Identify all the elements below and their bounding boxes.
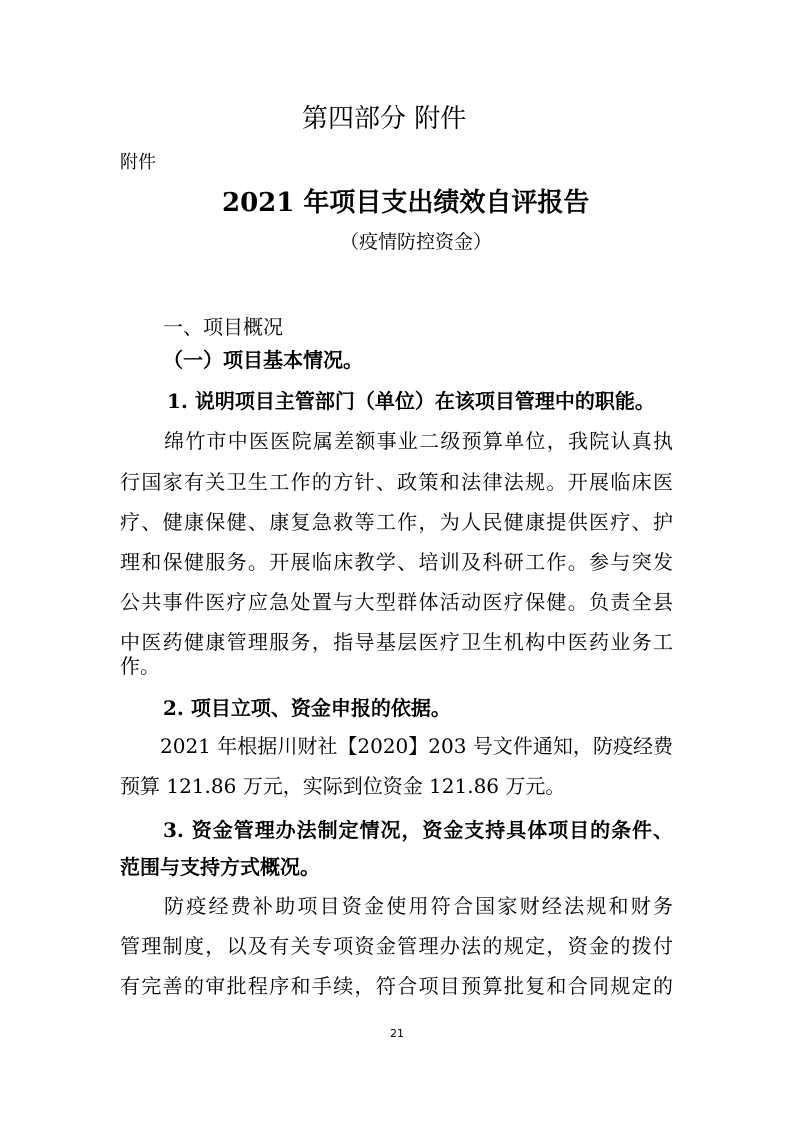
section-heading: 一、项目概况 (163, 315, 283, 339)
report-title: 2021 年项目支出绩效自评报告 (222, 188, 590, 218)
subsection-heading: （一）项目基本情况。 (163, 348, 363, 372)
item-heading: 2. 项目立项、资金申报的依据。 (163, 696, 451, 720)
body-line: 作。 (120, 654, 160, 678)
body-line: 疗、健康保健、康复急救等工作，为人民健康提供医疗、护 (120, 510, 673, 534)
item-heading: 范围与支持方式概况。 (120, 855, 320, 879)
item-heading: 3. 资金管理办法制定情况，资金支持具体项目的条件、 (163, 818, 673, 842)
part-heading: 第四部分 附件 (302, 104, 467, 134)
page-number: 21 (390, 1027, 404, 1040)
body-line: 理和保健服务。开展临床教学、培训及科研工作。参与突发 (120, 550, 673, 574)
body-line: 管理制度，以及有关专项资金管理办法的规定，资金的拨付 (120, 934, 673, 958)
body-line: 预算 121.86 万元，实际到位资金 121.86 万元。 (120, 774, 566, 798)
body-line: 公共事件医疗应急处置与大型群体活动医疗保健。负责全县 (120, 590, 673, 614)
body-line: 绵竹市中医医院属差额事业二级预算单位，我院认真执 (164, 429, 673, 453)
report-subtitle: （疫情防控资金） (340, 231, 493, 253)
body-line: 行国家有关卫生工作的方针、政策和法律法规。开展临床医 (120, 470, 673, 494)
body-line: 中医药健康管理服务，指导基层医疗卫生机构中医药业务工 (120, 630, 673, 654)
body-line: 防疫经费补助项目资金使用符合国家财经法规和财务 (164, 894, 673, 918)
item-heading: 1. 说明项目主管部门（单位）在该项目管理中的职能。 (167, 389, 655, 413)
attachment-label: 附件 (120, 152, 156, 173)
body-line: 有完善的审批程序和手续，符合项目预算批复和合同规定的 (120, 974, 673, 998)
body-line: 2021 年根据川财社【2020】203 号文件通知，防疫经费 (160, 734, 673, 758)
